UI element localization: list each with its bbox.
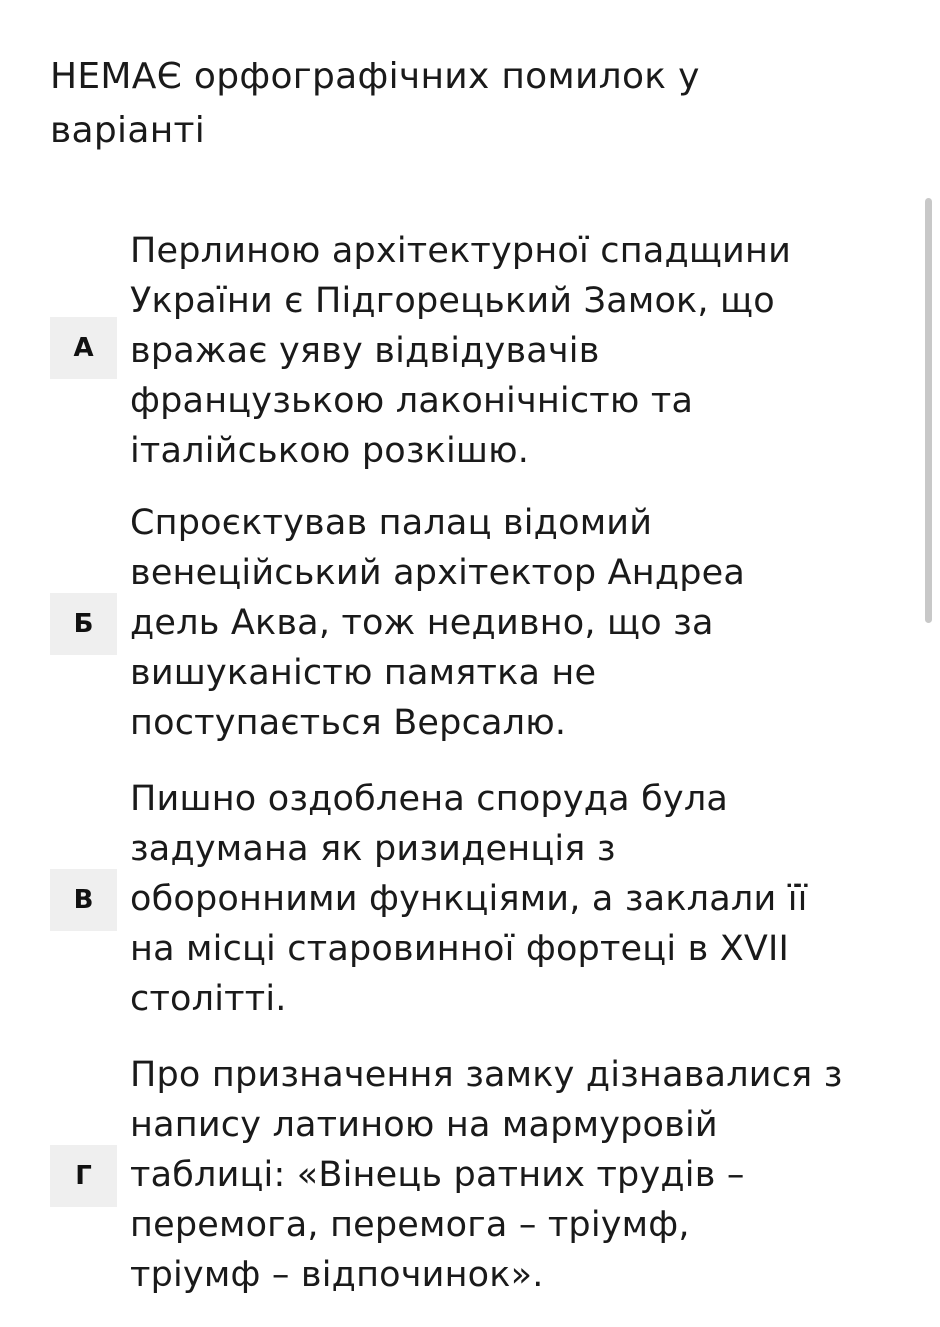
vertical-scrollbar[interactable] (925, 198, 932, 623)
option-letter-badge[interactable]: Б (50, 593, 117, 655)
option-letter-badge[interactable]: В (50, 869, 117, 931)
question-text: НЕМАЄ орфографічних помилок у варіанті (50, 56, 700, 151)
option-letter-badge[interactable]: Г (50, 1145, 117, 1207)
option-text: Про призначення замку дізнавалися з напису латиною на мармуровій таблиці: «Вінець ратних трудів – перемога, перемога – тріумф, тріумф – відпочинок». (130, 1055, 843, 1295)
option-text: Спроєктував палац відомий венеційський архітектор Андреа дель Аква, тож недивно, що за вишуканістю памятка не поступається Версалю. (130, 503, 746, 743)
option-text: Пишно оздоблена споруда була задумана як ризиденція з оборонними функціями, а заклали її на місці старовинної фортеці в XVII столітті. (130, 779, 808, 1019)
option-letter-badge[interactable]: А (50, 317, 117, 379)
option-text: Перлиною архітектурної спадщини України є Підгорецький Замок, що вражає уяву відвідувачів французькою лаконічністю та італійською розкішю. (130, 231, 792, 471)
